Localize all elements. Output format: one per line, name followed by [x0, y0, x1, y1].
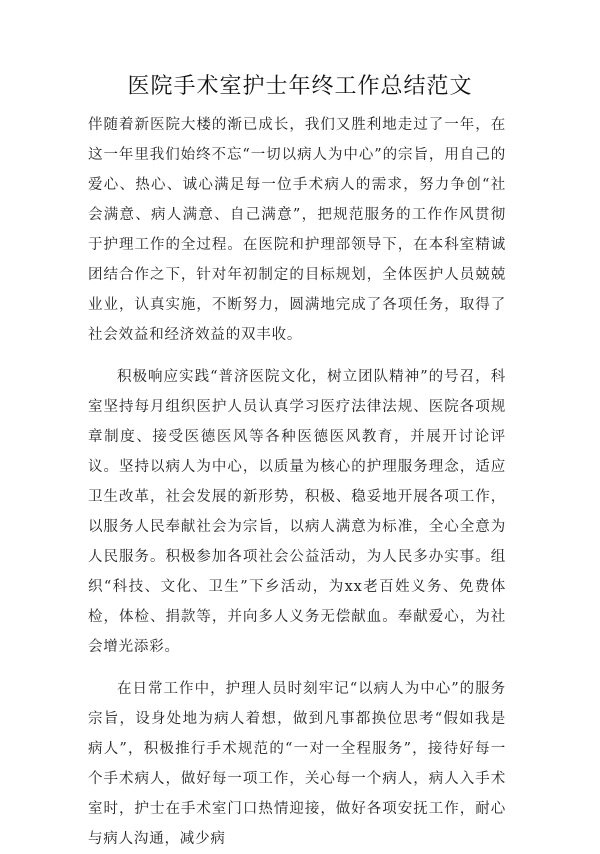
- document-title: 医院手术室护士年终工作总结范文: [127, 74, 473, 99]
- paragraph-2: 积极响应实践“普济医院文化，树立团队精神”的号召，科室坚持每月组织医护人员认真学习医疗法律法规、医院各项规章制度、接受医德医风等各种医德医风教育，并展开讨论评议。坚持以病人为中心，以质量为核心的护理服务理念，适应卫生改革，社会发展的新形势，积极、稳妥地开展各项工作，以服务人民奉献社会为宗旨，以病人满意为标准，全心全意为人民服务。积极参加各项社会公益活动，为人民多办实事。组织“科技、文化、卫生”下乡活动，为xx老百姓义务、免费体检，体检、捐款等，并向多人义务无偿献血。奉献爱心，为社会增光添彩。: [88, 369, 506, 655]
- paragraph-3: 在日常工作中，护理人员时刻牢记“以病人为中心”的服务宗旨，设身处地为病人着想，做到凡事都换位思考“假如我是病人”，积极推行手术规范的“一对一全程服务”，接待好每一个手术病人，做好每一项工作，关心每一个病人，病人入手术室时，护士在手术室门口热情迎接，做好各项安抚工作，耐心与病人沟通，减少病: [88, 681, 506, 847]
- paragraph-1: 伴随着新医院大楼的渐已成长，我们又胜利地走过了一年，在这一年里我们始终不忘“一切以病人为中心”的宗旨，用自己的爱心、热心、诚心满足每一位手术病人的需求，努力争创“社会满意、病人满意、自己满意”，把规范服务的工作作风贯彻于护理工作的全过程。在医院和护理部领导下，在本科室精诚团结合作之下，针对年初制定的目标规划，全体医护人员兢兢业业，认真实施，不断努力，圆满地完成了各项任务，取得了社会效益和经济效益的双丰收。: [88, 117, 506, 343]
- document-body: [88, 110, 506, 854]
